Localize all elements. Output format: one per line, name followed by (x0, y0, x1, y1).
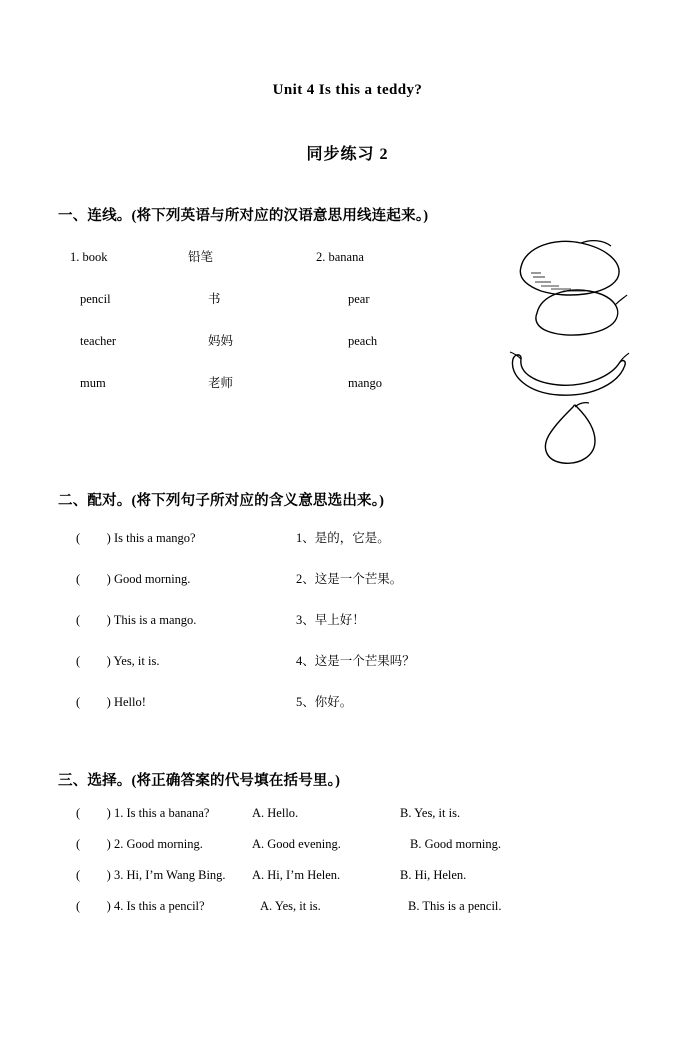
match-cell-chinese: 铅笔 (188, 250, 214, 264)
pair-right-text: 4、这是一个芒果吗？ (296, 654, 415, 668)
pair-row (58, 610, 637, 651)
pair-left-item (58, 654, 296, 669)
match-cell-english: pencil (80, 292, 111, 306)
option-a[interactable]: A. Hello. (252, 806, 299, 820)
pair-left-item (58, 531, 296, 546)
answer-blank-paren[interactable]: ( (76, 695, 81, 709)
answer-blank-paren[interactable]: ( (76, 613, 81, 627)
choice-row (58, 837, 637, 868)
choice-row (58, 806, 637, 837)
pair-row (58, 651, 637, 692)
pair-left-text: ) This is a mango. (106, 613, 197, 627)
pair-left-text: ) Yes, it is. (106, 654, 160, 668)
match-cell-right: mango (348, 376, 383, 390)
option-b[interactable]: B. Hi, Helen. (400, 868, 467, 882)
option-a[interactable]: A. Hi, I’m Helen. (252, 868, 341, 882)
option-b[interactable]: B. Good morning. (410, 837, 501, 851)
pair-right-text: 2、这是一个芒果。 (296, 572, 403, 586)
pair-left-item (58, 613, 296, 628)
pear-drawing (519, 285, 629, 341)
match-cell-right: 2. banana (316, 250, 364, 264)
pair-right-text: 1、是的，它是。 (296, 531, 390, 545)
choice-row (58, 899, 637, 930)
answer-blank-paren[interactable]: ( (76, 531, 81, 545)
pair-left-text: ) Hello! (106, 695, 146, 709)
question-label: ) 2. Good morning. (106, 837, 203, 851)
pair-left-item (58, 695, 296, 710)
worksheet-page (0, 82, 695, 1064)
match-cell-english: mum (80, 376, 106, 390)
match-cell-english: 1. book (70, 250, 108, 264)
page-subtitle: 同步练习 2 (306, 146, 389, 163)
match-cell-right: peach (348, 334, 378, 348)
question-text (76, 806, 252, 821)
question-text (76, 868, 252, 883)
answer-blank-paren[interactable]: ( (76, 868, 81, 882)
answer-blank-paren[interactable]: ( (76, 899, 81, 913)
section-1-heading: 一、连线。(将下列英语与所对应的汉语意思用线连起来。) (58, 208, 429, 224)
pair-left-text: ) Good morning. (106, 572, 191, 586)
answer-blank-paren[interactable]: ( (76, 654, 81, 668)
section-3-heading: 三、选择。(将正确答案的代号填在括号里。) (58, 773, 341, 789)
pair-right-text: 3、早上好！ (296, 613, 365, 627)
option-b[interactable]: B. This is a pencil. (408, 899, 502, 913)
match-cell-chinese: 妈妈 (208, 334, 234, 348)
pair-left-item (58, 572, 296, 587)
pairing-exercise (58, 528, 637, 733)
section-2-heading: 二、配对。(将下列句子所对应的含义意思选出来。) (58, 493, 385, 509)
pair-row (58, 692, 637, 733)
match-cell-right: pear (348, 292, 370, 306)
mango-drawing (529, 401, 615, 469)
multiple-choice-exercise (58, 806, 637, 930)
matching-exercise (58, 247, 637, 437)
question-label: ) 1. Is this a banana? (106, 806, 210, 820)
banana-drawing (507, 341, 631, 403)
answer-blank-paren[interactable]: ( (76, 837, 81, 851)
option-a[interactable]: A. Good evening. (252, 837, 341, 851)
match-cell-chinese: 书 (208, 292, 221, 306)
answer-blank-paren[interactable]: ( (76, 806, 81, 820)
page-title: Unit 4 Is this a teddy? (272, 82, 423, 98)
option-b[interactable]: B. Yes, it is. (400, 806, 461, 820)
pair-row (58, 528, 637, 569)
pair-left-text: ) Is this a mango? (106, 531, 196, 545)
choice-row (58, 868, 637, 899)
pair-row (58, 569, 637, 610)
answer-blank-paren[interactable]: ( (76, 572, 81, 586)
question-text (76, 899, 252, 914)
question-label: ) 4. Is this a pencil? (106, 899, 205, 913)
question-label: ) 3. Hi, I’m Wang Bing. (106, 868, 226, 882)
match-cell-english: teacher (80, 334, 117, 348)
match-cell-chinese: 老师 (208, 376, 234, 390)
question-text (76, 837, 252, 852)
fruit-illustrations (507, 237, 637, 487)
pair-right-text: 5、你好。 (296, 695, 353, 709)
option-a[interactable]: A. Yes, it is. (260, 899, 321, 913)
